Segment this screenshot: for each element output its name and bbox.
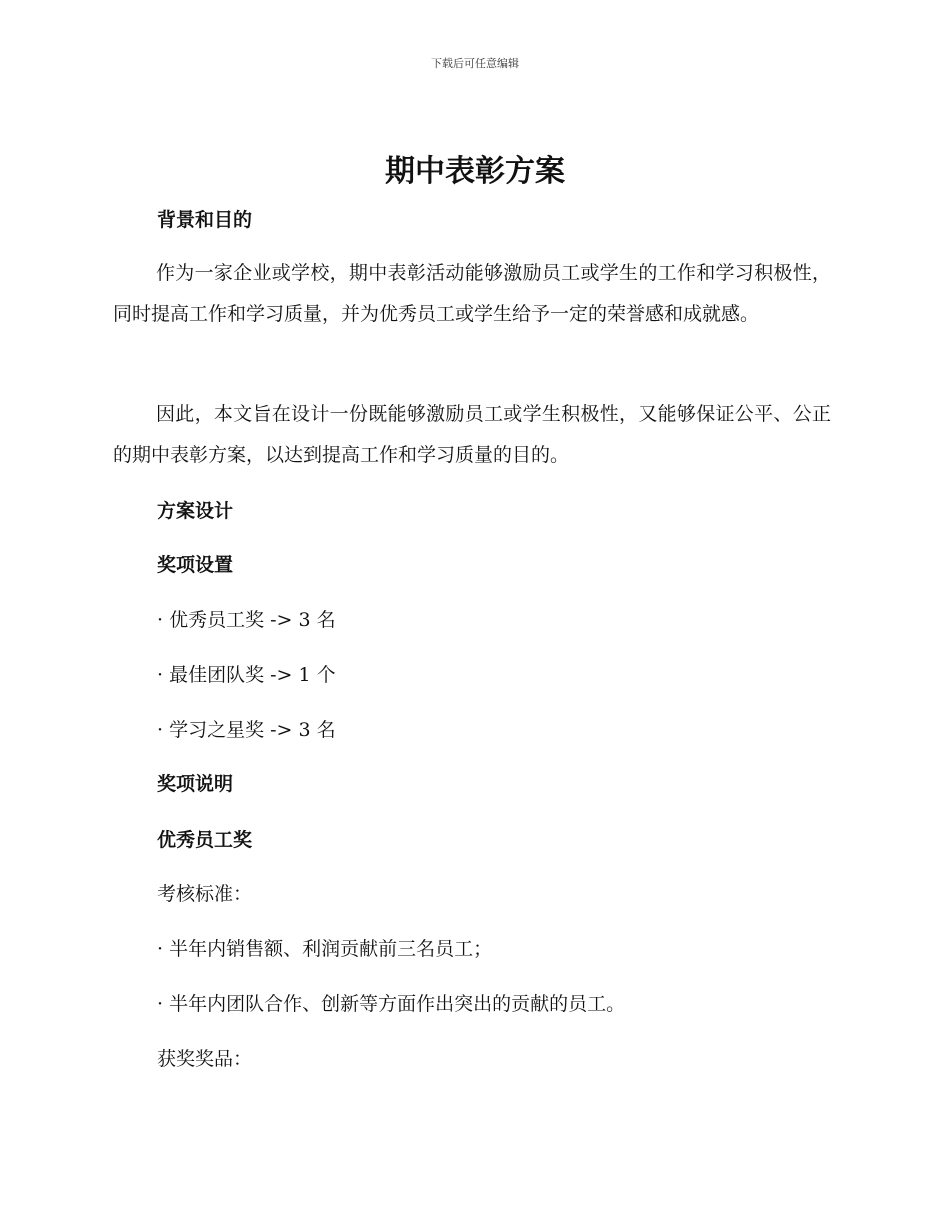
section-heading-design: 方案设计 (157, 500, 234, 522)
award-list-item-best-team: · 最佳团队奖 -> 1 个 (157, 664, 336, 686)
section-heading-background: 背景和目的 (157, 209, 253, 231)
criteria-item-teamwork: · 半年内团队合作、创新等方面作出突出的贡献的员工。 (157, 993, 626, 1015)
prize-label: 获奖奖品： (157, 1048, 253, 1070)
document-title: 期中表彰方案 (385, 154, 565, 189)
section-heading-awards: 奖项设置 (157, 554, 234, 576)
page-header-note: 下载后可任意编辑 (431, 57, 519, 70)
criteria-item-sales: · 半年内销售额、利润贡献前三名员工； (157, 938, 493, 960)
criteria-label: 考核标准： (157, 883, 253, 905)
paragraph-purpose: 因此，本文旨在设计一份既能够激励员工或学生积极性，又能够保证公平、公正的期中表彰方案，以达到提高工作和学习质量的目的。 (113, 403, 831, 466)
award-list-item-study-star: · 学习之星奖 -> 3 名 (157, 719, 336, 741)
paragraph-intro: 作为一家企业或学校，期中表彰活动能够激励员工或学生的工作和学习积极性，同时提高工作和学习质量，并为优秀员工或学生给予一定的荣誉感和成就感。 (113, 262, 831, 325)
subheading-excellent-employee: 优秀员工奖 (157, 829, 253, 851)
section-heading-award-description: 奖项说明 (157, 773, 234, 795)
award-list-item-excellent-employee: · 优秀员工奖 -> 3 名 (157, 609, 336, 631)
